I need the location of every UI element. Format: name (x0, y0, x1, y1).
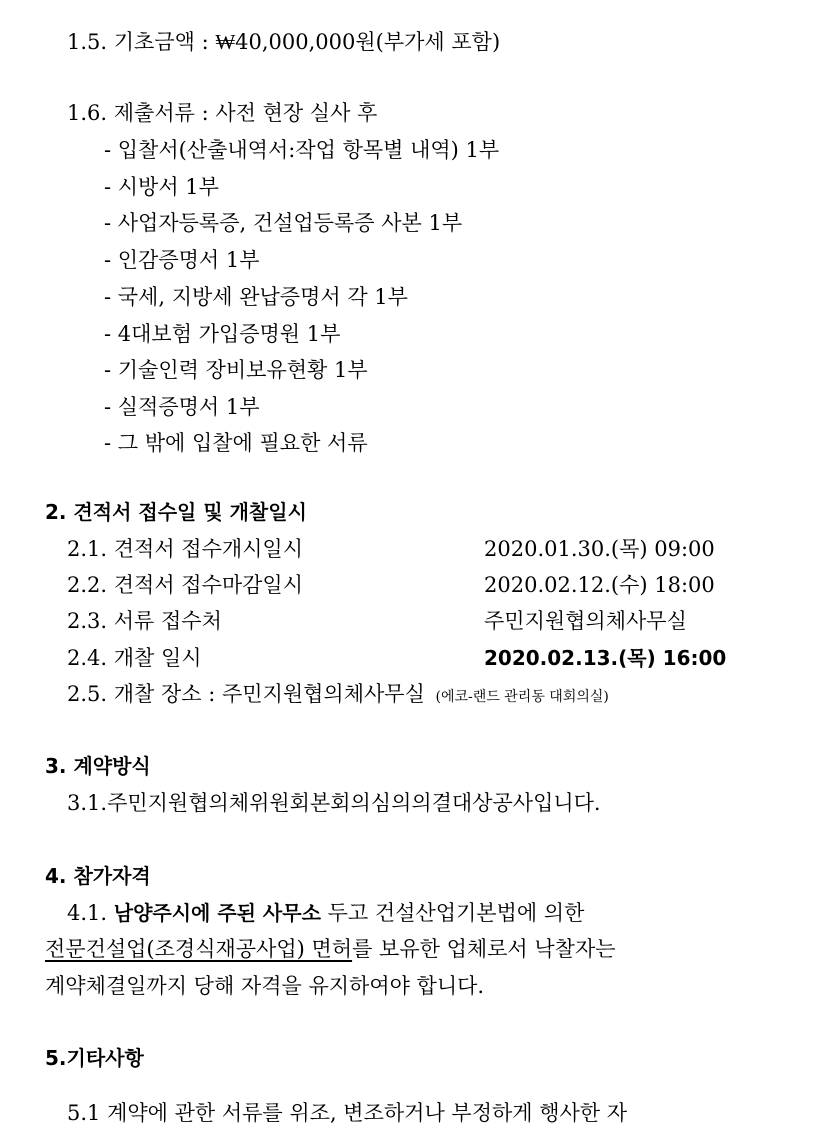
receipt-end-value: 2020.02.12.(수) 18:00 (484, 573, 715, 597)
list-item: - 시방서 1부 (104, 175, 219, 199)
qualification-line-3: 계약체결일까지 당해 자격을 유지하여야 합니다. (45, 974, 485, 998)
qualification-number: 4.1. (67, 901, 108, 925)
base-amount: 1.5. 기초금액 : ₩40,000,000원(부가세 포함) (67, 30, 501, 54)
qualification-line-2 (45, 939, 616, 960)
qualification-license: 전문건설업(조경식재공사업) 면허 (45, 937, 353, 961)
qualification-text: 를 보유한 업체로서 낙찰자는 (352, 937, 616, 961)
qualification-line-1 (67, 903, 584, 924)
section-3-title: 3. 계약방식 (45, 754, 151, 778)
section-5-title: 5.기타사항 (45, 1046, 144, 1070)
list-item: - 그 밖에 입찰에 필요한 서류 (104, 431, 368, 455)
list-item: - 4대보험 가입증명원 1부 (104, 322, 341, 346)
opening-place (67, 684, 609, 705)
list-item: - 사업자등록증, 건설업등록증 사본 1부 (104, 211, 463, 235)
list-item: - 국세, 지방세 완납증명서 각 1부 (104, 285, 408, 309)
opening-datetime-label: 2.4. 개찰 일시 (67, 646, 202, 670)
opening-datetime-value: 2020.02.13.(목) 16:00 (484, 646, 727, 670)
list-item: - 인감증명서 1부 (104, 248, 260, 272)
section-4-title: 4. 참가자격 (45, 864, 151, 888)
opening-place-note: (에코-랜드 관리동 대회의실) (435, 689, 609, 705)
qualification-text: 두고 건설산업기본법에 의한 (327, 901, 585, 925)
receipt-place-label: 2.3. 서류 접수처 (67, 609, 222, 633)
opening-place-label: 2.5. 개찰 장소 : 주민지원협의체사무실 (67, 682, 425, 706)
receipt-start-label: 2.1. 견적서 접수개시일시 (67, 537, 303, 561)
receipt-place-value: 주민지원협의체사무실 (484, 609, 687, 633)
contract-method-text: 3.1.주민지원협의체위원회본회의심의의결대상공사입니다. (67, 791, 601, 815)
list-item: - 입찰서(산출내역서:작업 항목별 내역) 1부 (104, 138, 500, 162)
other-item-1: 5.1 계약에 관한 서류를 위조, 변조하거나 부정하게 행사한 자 (67, 1101, 628, 1125)
qualification-bold-text: 남양주시에 주된 사무소 (113, 901, 321, 925)
submission-docs-heading: 1.6. 제출서류 : 사전 현장 실사 후 (67, 101, 378, 125)
section-2-title: 2. 견적서 접수일 및 개찰일시 (45, 500, 307, 524)
list-item: - 실적증명서 1부 (104, 395, 260, 419)
receipt-start-value: 2020.01.30.(목) 09:00 (484, 537, 715, 561)
receipt-end-label: 2.2. 견적서 접수마감일시 (67, 573, 303, 597)
list-item: - 기술인력 장비보유현황 1부 (104, 358, 368, 382)
